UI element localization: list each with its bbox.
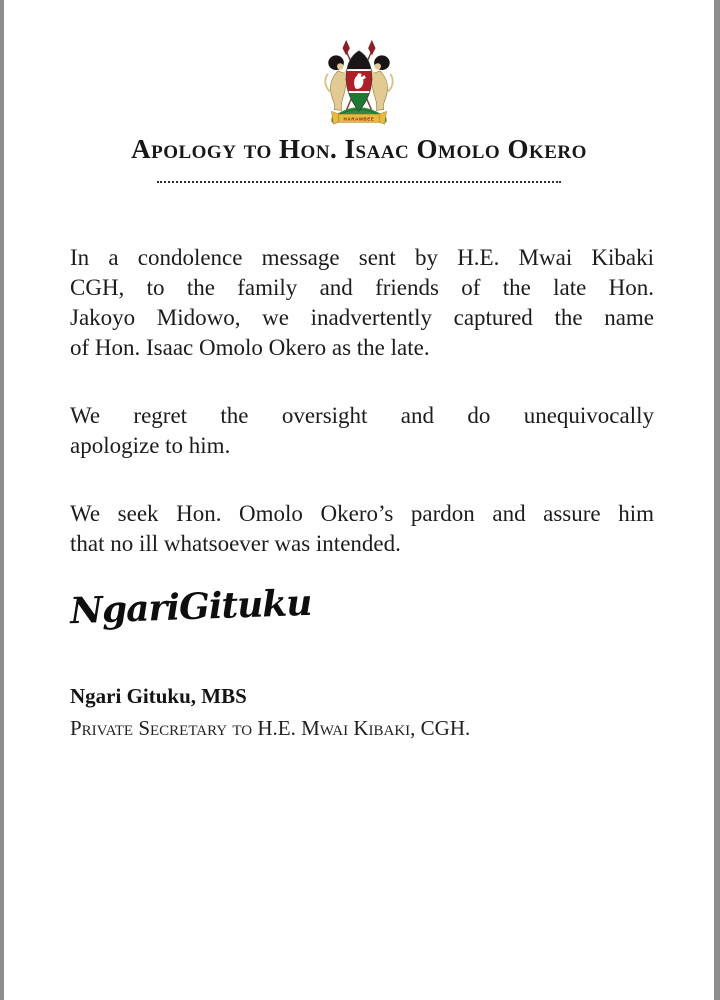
title-underline: [157, 170, 561, 183]
body-line: Jakoyo Midowo, we inadvertently captured the name: [70, 305, 654, 330]
page-title: Apology to Hon. Isaac Omolo Okero: [131, 134, 587, 164]
body-paragraph-3: [70, 499, 654, 559]
kenya-coat-of-arms-icon: [313, 38, 405, 126]
body-line: apologize to him.: [70, 433, 231, 458]
signatory-title: Private Secretary to H.E. Mwai Kibaki, CGH.: [70, 716, 471, 740]
body-line: that no ill whatsoever was intended.: [70, 531, 401, 556]
body-line: of Hon. Isaac Omolo Okero as the late.: [70, 335, 430, 360]
banner-text: HARAMBEE: [343, 116, 375, 122]
body-line: In a condolence message sent by H.E. Mwai Kibaki: [70, 245, 654, 270]
body-line: CGH, to the family and friends of the late Hon.: [70, 275, 654, 300]
signatory-name: Ngari Gituku, MBS: [70, 684, 247, 708]
body-line: We regret the oversight and do unequivocally: [70, 403, 654, 428]
signature-script: NgariGituku: [69, 581, 313, 633]
body-paragraph-2: [70, 401, 654, 461]
shield-icon: [341, 47, 378, 113]
body-line: We seek Hon. Omolo Okero’s pardon and assure him: [70, 501, 654, 526]
body-paragraph-1: [70, 243, 654, 363]
